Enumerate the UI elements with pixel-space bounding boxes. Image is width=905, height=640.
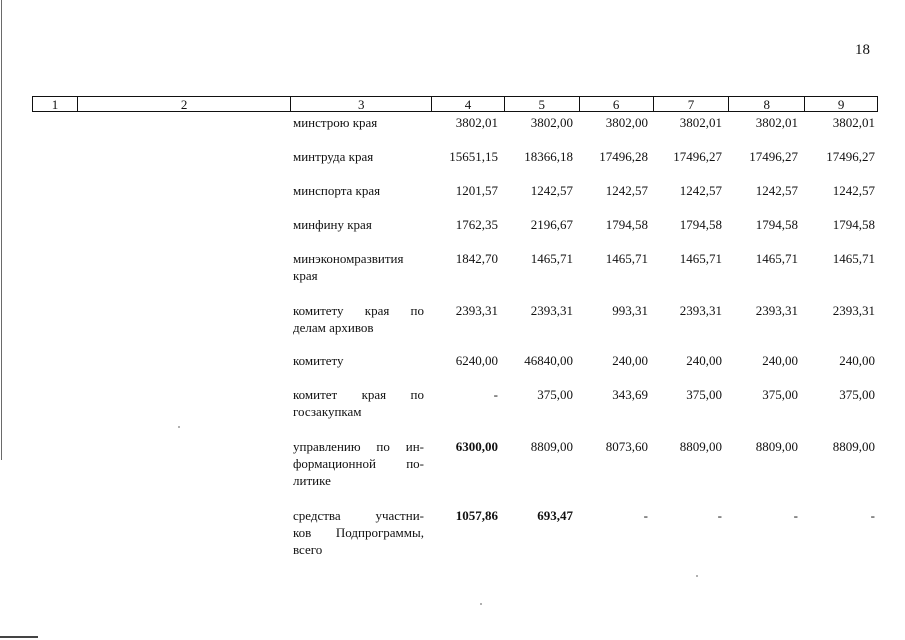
cell-col-7: 17496,27 (673, 149, 722, 164)
cell-col-5: 2393,31 (530, 303, 573, 318)
cell-col-8: 1242,57 (755, 183, 798, 198)
page-number: 18 (855, 42, 870, 58)
row-label-line: минэкономразвития (293, 251, 404, 266)
scan-edge-left (1, 0, 2, 460)
cell-col-7: 375,00 (686, 387, 722, 402)
cell-col-8: 1465,71 (755, 251, 798, 266)
cell-col-5: 1465,71 (530, 251, 573, 266)
row-label (293, 114, 424, 131)
cell-col-9: - (870, 508, 875, 523)
cell-col-7: 240,00 (686, 353, 722, 368)
scan-speck (178, 426, 180, 428)
cell-col-8: 2393,31 (755, 303, 798, 318)
header-col-9: 9 (837, 97, 845, 112)
row-label-line: минтруда края (293, 149, 374, 164)
cell-col-4: 6300,00 (455, 439, 498, 454)
cell-col-7: - (717, 508, 722, 523)
scan-speck (480, 603, 482, 605)
cell-col-9: 240,00 (839, 353, 875, 368)
row-label (293, 302, 424, 336)
cell-col-8: 1794,58 (755, 217, 798, 232)
cell-col-9: 17496,27 (826, 149, 875, 164)
row-label-line: управлению по ин- (293, 439, 424, 454)
row-label (293, 182, 424, 199)
cell-col-9: 1242,57 (832, 183, 875, 198)
cell-col-7: 1242,57 (679, 183, 722, 198)
cell-col-7: 3802,01 (679, 115, 722, 130)
cell-col-6: 1465,71 (605, 251, 648, 266)
cell-col-6: 993,31 (612, 303, 648, 318)
row-label-line: комитету края по (293, 303, 424, 318)
table-header-row (32, 96, 878, 112)
header-col-8: 8 (729, 97, 805, 111)
row-label (293, 352, 424, 369)
cell-col-5: 693,47 (537, 508, 573, 523)
cell-col-8: 17496,27 (749, 149, 798, 164)
row-label-line: литике (293, 473, 331, 488)
header-col-4: 4 (432, 97, 505, 111)
cell-col-7: 2393,31 (679, 303, 722, 318)
row-label-line: минспорта края (293, 183, 381, 198)
cell-col-4: 2393,31 (455, 303, 498, 318)
cell-col-5: 2196,67 (530, 217, 573, 232)
cell-col-6: 17496,28 (599, 149, 648, 164)
row-label-line: минфину края (293, 217, 372, 232)
cell-col-8: 375,00 (762, 387, 798, 402)
cell-col-5: 1242,57 (530, 183, 573, 198)
row-label-line: средства участни- (293, 508, 424, 523)
cell-col-5: 3802,00 (530, 115, 573, 130)
row-label-line: ков Подпрограммы, (293, 525, 424, 540)
cell-col-5: 18366,18 (524, 149, 573, 164)
cell-col-4: 1842,70 (455, 251, 498, 266)
row-label-line: комитету (293, 353, 344, 368)
scan-speck (696, 575, 698, 577)
cell-col-9: 375,00 (839, 387, 875, 402)
row-label (293, 438, 424, 489)
cell-col-9: 2393,31 (832, 303, 875, 318)
cell-col-9: 1465,71 (832, 251, 875, 266)
cell-col-9: 8809,00 (832, 439, 875, 454)
cell-col-6: 1242,57 (605, 183, 648, 198)
row-label-line: минстрою края (293, 115, 378, 130)
header-col-2: 2 (78, 97, 291, 111)
cell-col-9: 1794,58 (832, 217, 875, 232)
cell-col-6: 3802,00 (605, 115, 648, 130)
row-label (293, 216, 424, 233)
cell-col-8: 240,00 (762, 353, 798, 368)
cell-col-8: 8809,00 (755, 439, 798, 454)
cell-col-6: - (643, 508, 648, 523)
cell-col-4: - (493, 387, 498, 402)
cell-col-4: 15651,15 (449, 149, 498, 164)
row-label-line: края (293, 268, 318, 283)
cell-col-5: 375,00 (537, 387, 573, 402)
cell-col-8: - (793, 508, 798, 523)
cell-col-6: 240,00 (612, 353, 648, 368)
header-col-1: 1 (33, 97, 78, 111)
cell-col-4: 3802,01 (455, 115, 498, 130)
cell-col-9: 3802,01 (832, 115, 875, 130)
row-label-line: комитет края по (293, 387, 424, 402)
cell-col-4: 1201,57 (455, 183, 498, 198)
header-col-7: 7 (654, 97, 730, 111)
cell-col-5: 8809,00 (530, 439, 573, 454)
row-label (293, 386, 424, 420)
cell-col-4: 6240,00 (455, 353, 498, 368)
scan-edge-bottom (0, 636, 38, 638)
cell-col-4: 1057,86 (455, 508, 498, 523)
row-label (293, 250, 424, 284)
cell-col-6: 343,69 (612, 387, 648, 402)
cell-col-5: 46840,00 (524, 353, 573, 368)
row-label-line: госзакупкам (293, 404, 362, 419)
cell-col-7: 1794,58 (679, 217, 722, 232)
cell-col-8: 3802,01 (755, 115, 798, 130)
row-label (293, 507, 424, 558)
cell-col-6: 8073,60 (605, 439, 648, 454)
cell-col-4: 1762,35 (455, 217, 498, 232)
header-col-5: 5 (505, 97, 580, 111)
header-col-6: 6 (580, 97, 654, 111)
cell-col-7: 8809,00 (679, 439, 722, 454)
row-label-line: всего (293, 542, 323, 557)
cell-col-7: 1465,71 (679, 251, 722, 266)
row-label-line: делам архивов (293, 320, 374, 335)
row-label (293, 148, 424, 165)
row-label-line: формационной по- (293, 456, 424, 471)
header-col-3: 3 (291, 97, 432, 111)
cell-col-6: 1794,58 (605, 217, 648, 232)
